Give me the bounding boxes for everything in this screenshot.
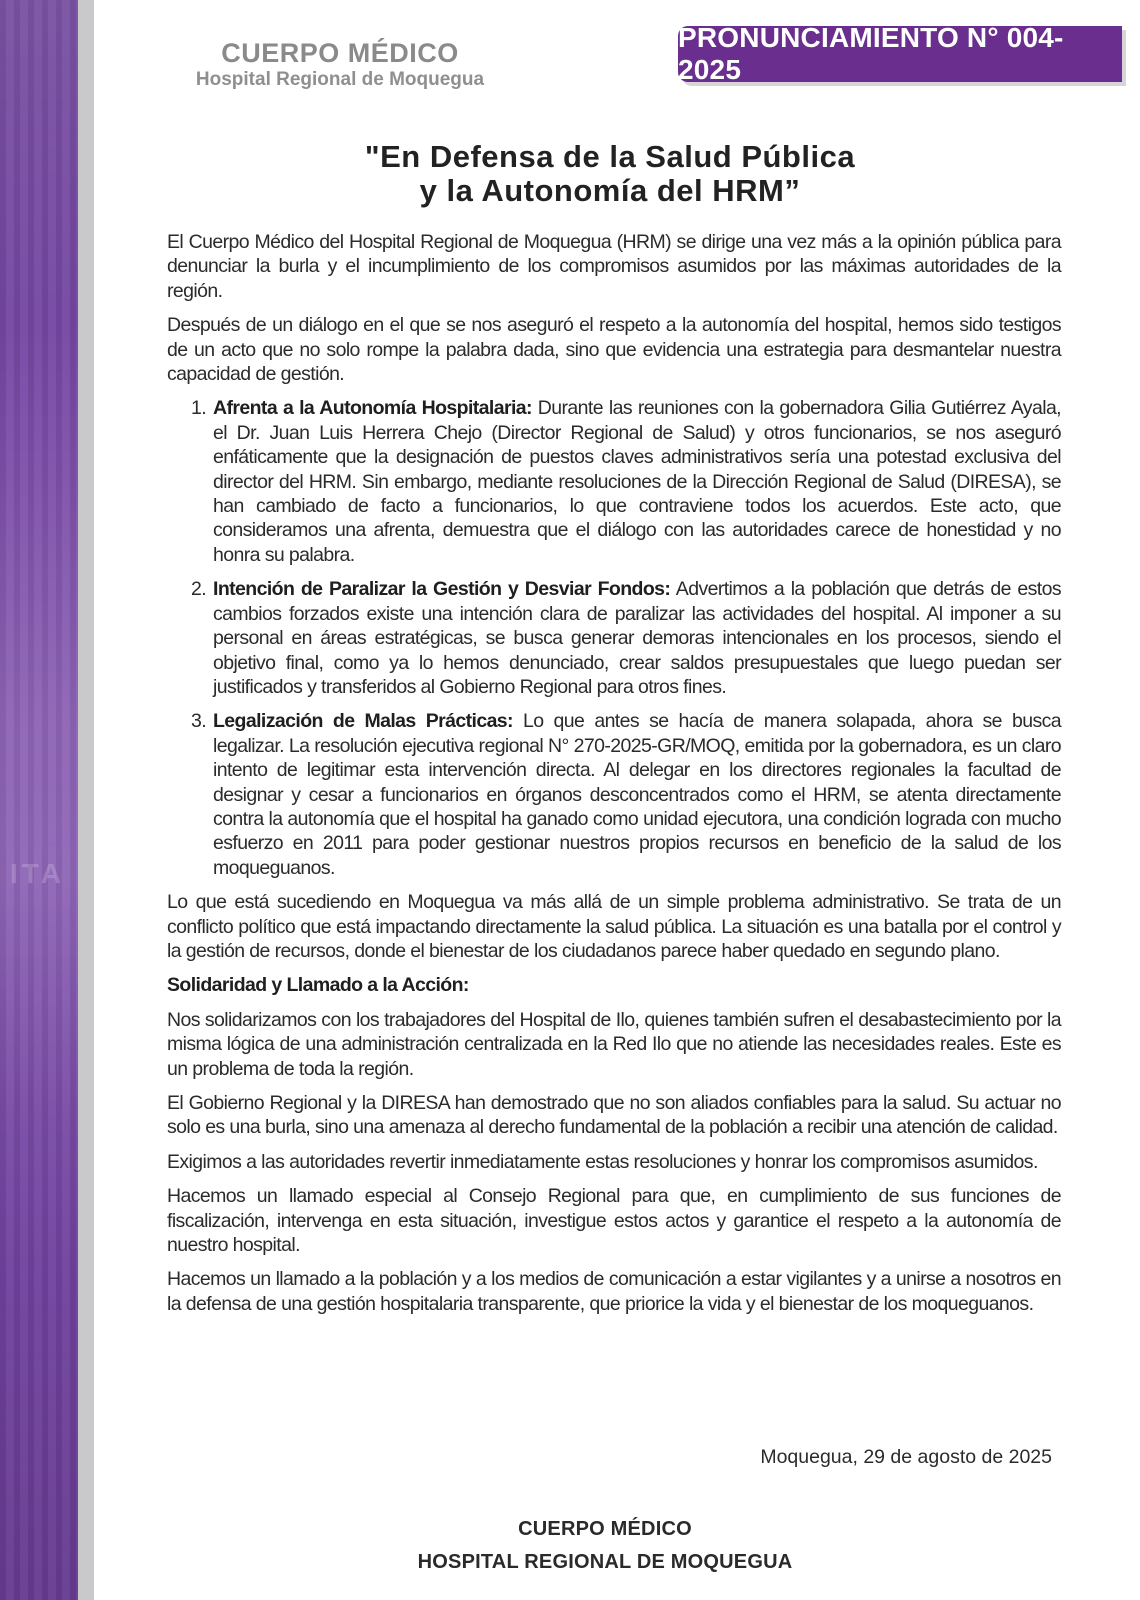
council-paragraph: Hacemos un llamado especial al Consejo Regional para que, en cumplimiento de sus funciones de fiscalización, intervenga en esta situación, investigue estos actos y garantice el respeto a la autonomía de nuestro hospital.	[167, 1185, 1061, 1257]
signature-line-1: CUERPO MÉDICO	[518, 1518, 692, 1540]
list-item-text: Durante las reuniones con la gobernadora Gilia Gutiérrez Ayala, el Dr. Juan Luis Herrera Chejo (Director Regional de Salud) y otros funcionarios, se nos aseguró enfáticamente que la designación de puestos claves administrativos sería una potestad exclusiva del director del HRM. Sin embargo, mediante resoluciones de la Dirección Regional de Salud (DIRESA), se han cambiado de facto a funcionarios, lo que contraviene todos los acuerdos. Este acto, que consideramos una afrenta, demuestra que el diálogo con las autoridades carece de honestidad y no honra su palabra.	[213, 397, 1062, 566]
list-item-heading: Intención de Paralizar la Gestión y Desviar Fondos:	[213, 578, 671, 601]
solidarity-paragraph: Nos solidarizamos con los trabajadores del Hospital de Ilo, quienes también sufren el desabastecimiento por la misma lógica de una administración centralizada en la Red Ilo que no atiende las necesidades reales. Este es un problema de toda la región.	[167, 1008, 1061, 1080]
decorative-gray-stripe	[78, 0, 94, 1600]
list-item-number: 1.	[191, 397, 207, 420]
pronouncement-number-badge: PRONUNCIAMIENTO N° 004-2025	[678, 26, 1122, 82]
list-item-text: Advertimos a la población que detrás de estos cambios forzados existe una intención clara de paralizar las actividades del hospital. Al imponer a su personal en áreas estratégicas, se busca generar demoras intencionales en los procesos, siendo el objetivo final, como ya lo hemos denunciado, crear saldos presupuestales que luego puedan ser justificados y transferidos al Gobierno Regional para otros fines.	[213, 578, 1061, 698]
list-item-number: 2.	[191, 578, 207, 601]
public-call-paragraph: Hacemos un llamado a la población y a los medios de comunicación a estar vigilantes y a unirse a nosotros en la defensa de una gestión hospitalaria transparente, que priorice la vida y el bienestar de los moqueguanos.	[167, 1268, 1061, 1315]
list-item-number: 3.	[191, 710, 207, 733]
list-item-heading: Afrenta a la Autonomía Hospitalaria:	[213, 397, 532, 420]
demand-paragraph: Exigimos a las autoridades revertir inmediatamente estas resoluciones y honrar los compromisos asumidos.	[167, 1150, 1038, 1173]
organization-subtitle: Hospital Regional de Moquegua	[195, 69, 485, 90]
list-item-text: Lo que antes se hacía de manera solapada, ahora se busca legalizar. La resolución ejecutiva regional N° 270-2025-GR/MOQ, emitida por la gobernadora, es un claro intento de legitimar esta intervención directa. Al delegar en los directores regionales la facultad de designar y cesar a funcionarios en órganos desconcentrados como el HRM, se atenta directamente contra la autonomía que el hospital ha ganado como unidad ejecutora, una condición lograda con mucho esfuerzo en 2011 para poder gestionar nuestros propios recursos en beneficio de la salud de los moqueguanos.	[213, 710, 1061, 879]
intro-paragraph-2: Después de un diálogo en el que se nos aseguró el respeto a la autonomía del hospital, hemos sido testigos de un acto que no solo rompe la palabra dada, sino que evidencia una estrategia para desmantelar nuestra capacidad de gestión.	[167, 314, 1061, 386]
list-item-heading: Legalización de Malas Prácticas:	[213, 710, 513, 733]
signature-block	[380, 1513, 830, 1579]
side-band-watermark: ITA	[10, 858, 66, 889]
place-and-date: Moquegua, 29 de agosto de 2025	[760, 1446, 1052, 1468]
intro-paragraph-1: El Cuerpo Médico del Hospital Regional de Moquegua (HRM) se dirige una vez más a la opinión pública para denunciar la burla y el incumplimiento de los compromisos asumidos por las máximas autoridades de la región.	[167, 231, 1061, 302]
title-line-1: "En Defensa de la Salud Pública	[364, 139, 856, 174]
conflict-paragraph: Lo que está sucediendo en Moquegua va más allá de un simple problema administrativo. Se trata de un conflicto político que está impactando directamente la salud pública. La situación es una batalla por el control y la gestión de recursos, donde el bienestar de los ciudadanos parece haber quedado en segundo plano.	[167, 891, 1061, 962]
list-item	[167, 577, 1061, 699]
section-heading: Solidaridad y Llamado a la Acción:	[167, 974, 469, 997]
organization-header	[160, 38, 520, 92]
list-item	[167, 396, 1061, 567]
document-body	[167, 230, 1061, 1326]
signature-line-2: HOSPITAL REGIONAL DE MOQUEGUA	[417, 1551, 793, 1573]
title-line-2: y la Autonomía del HRM”	[419, 173, 801, 208]
decorative-side-band	[0, 0, 78, 1600]
organization-name: CUERPO MÉDICO	[221, 38, 459, 68]
numbered-list	[167, 396, 1061, 880]
list-item	[167, 709, 1061, 880]
document-title	[170, 140, 1050, 208]
government-paragraph: El Gobierno Regional y la DIRESA han demostrado que no son aliados confiables para la salud. Su actuar no solo es una burla, sino una amenaza al derecho fundamental de la población a recibir una atención de calidad.	[167, 1092, 1061, 1139]
